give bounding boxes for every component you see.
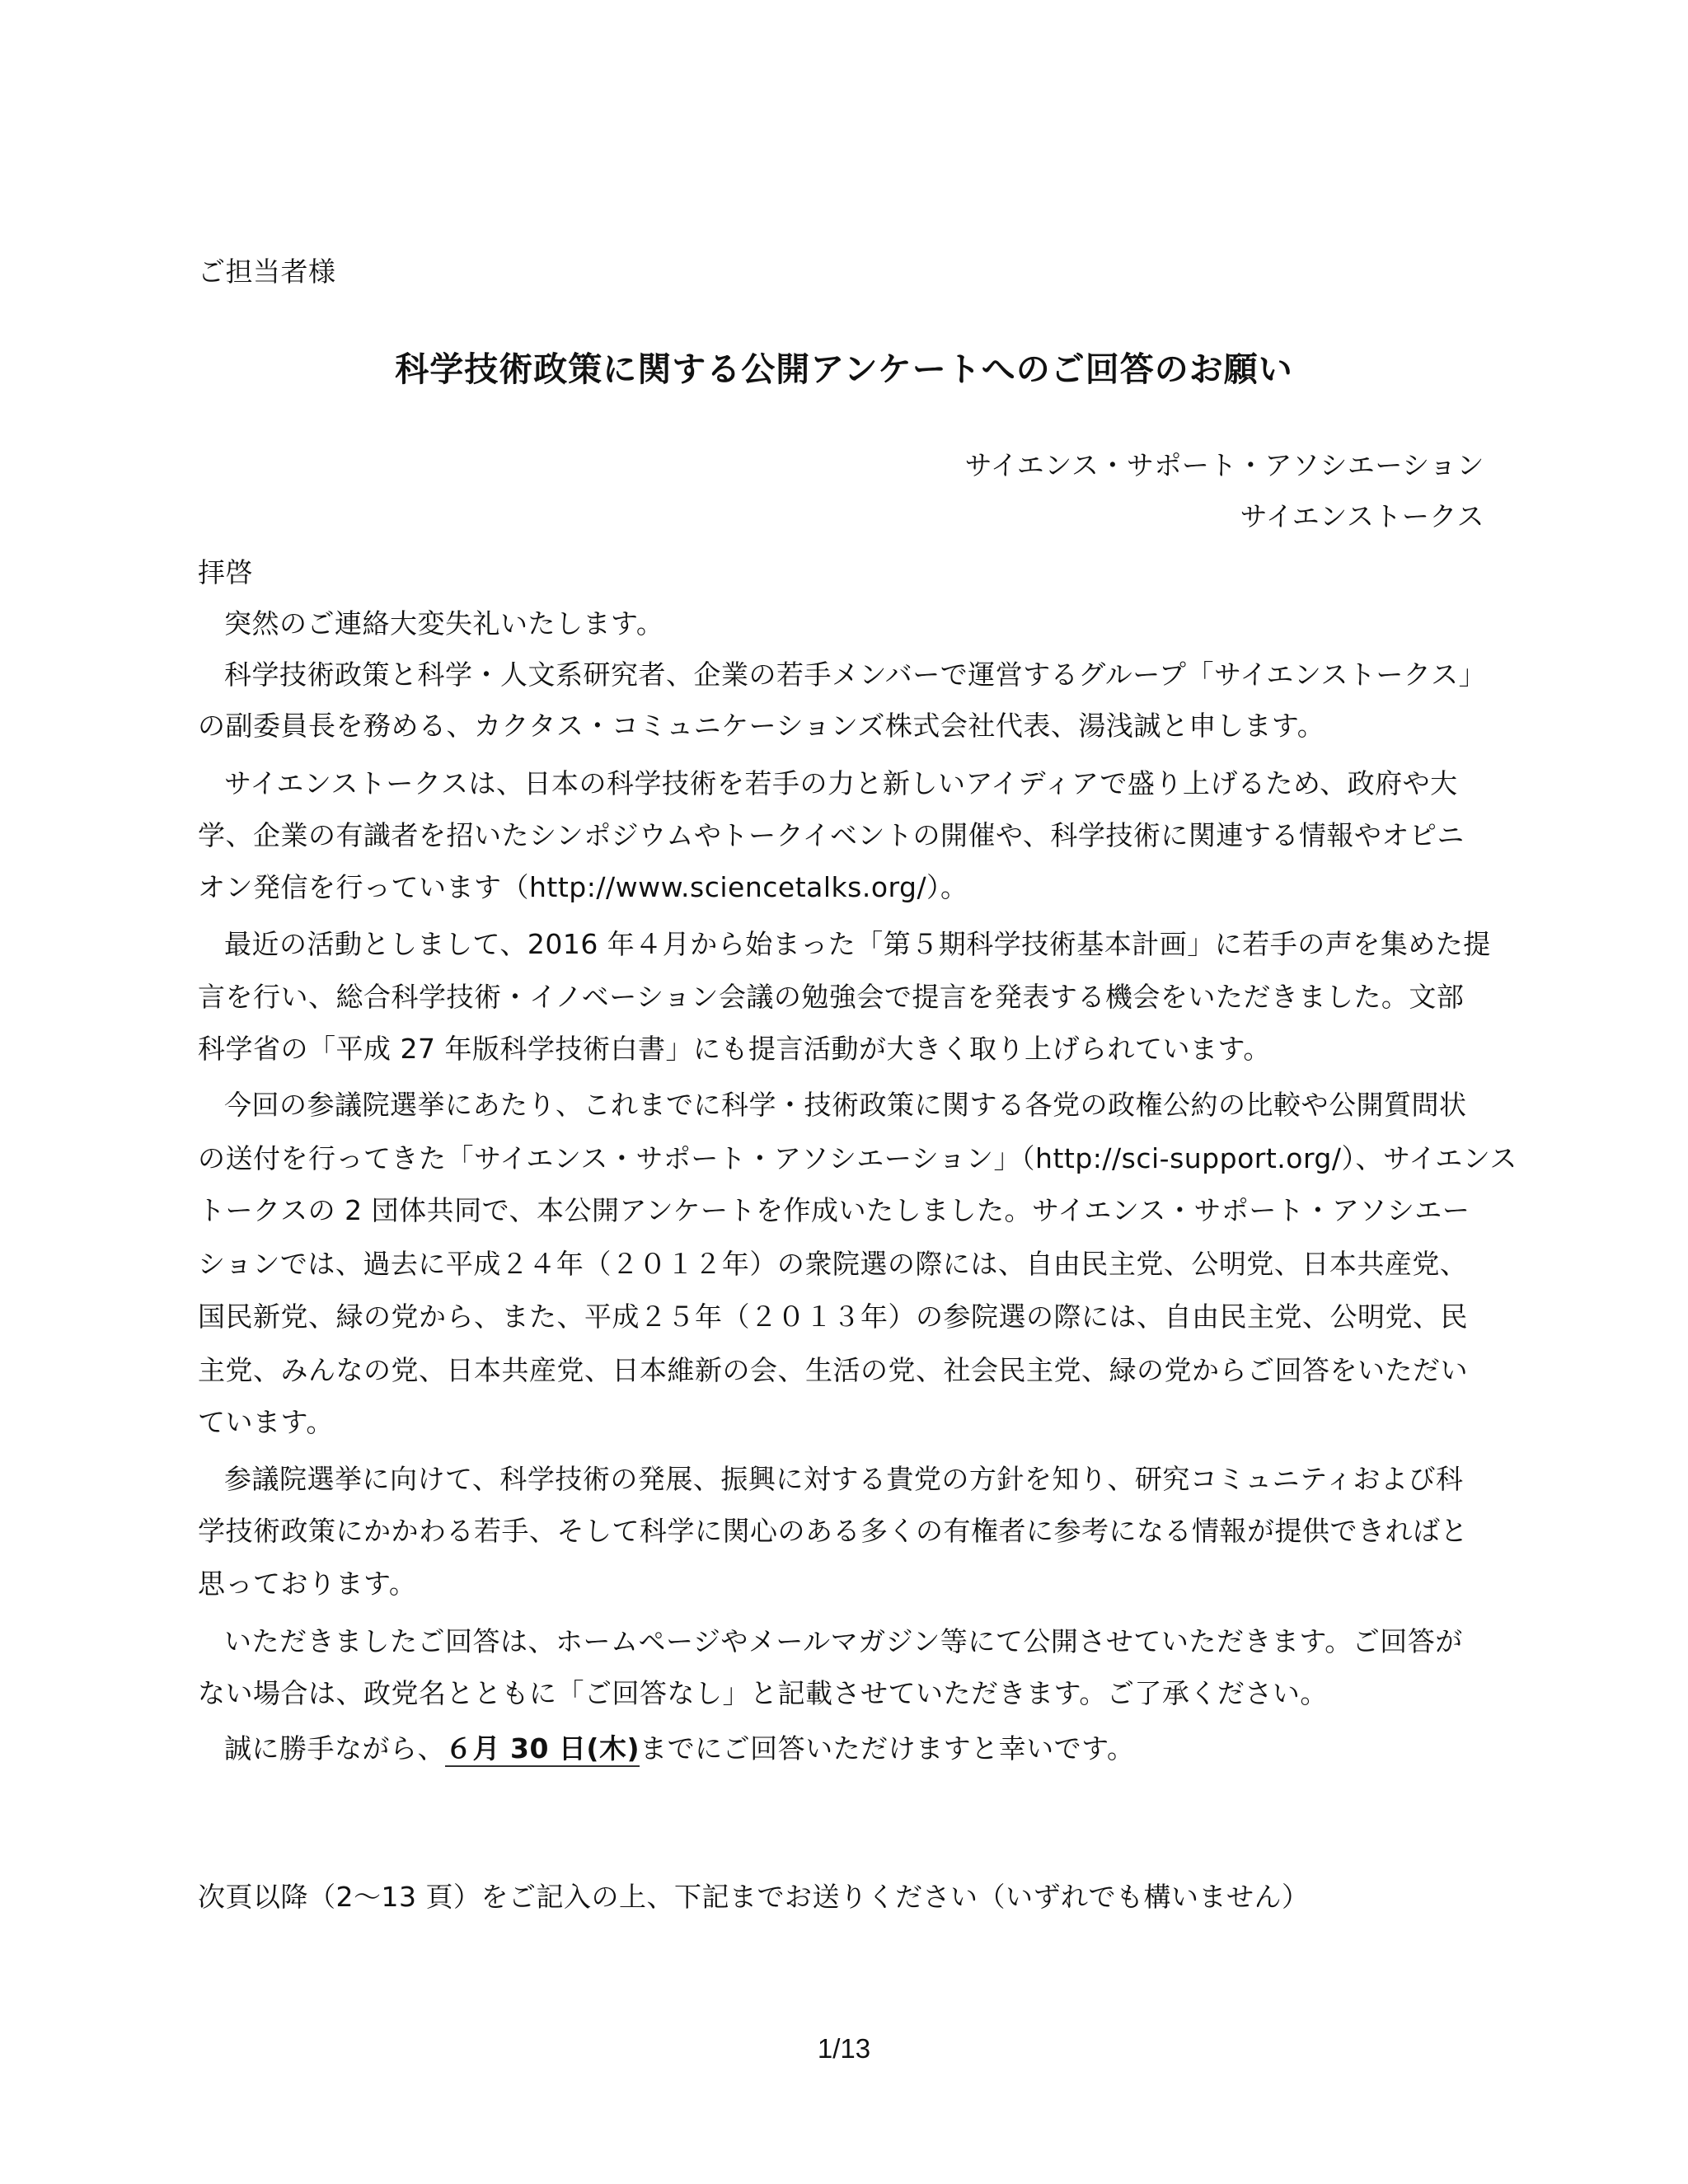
body-line: 学、企業の有識者を招いたシンポジウムやトークイベントの開催や、科学技術に関連する情報やオピニ — [198, 819, 1465, 851]
body-line: 学技術政策にかかわる若手、そして科学に関心のある多くの有権者に参考になる情報が提供できればと — [198, 1515, 1468, 1547]
body-line: 参議院選挙に向けて、科学技術の発展、振興に対する貴党の方針を知り、研究コミュニティおよび科 — [224, 1463, 1464, 1495]
greeting: 拝啓 — [198, 556, 253, 588]
body-line: 言を行い、総合科学技術・イノベーション会議の勉強会で提言を発表する機会をいただきました。文部 — [198, 981, 1465, 1013]
closing-prefix: 誠に勝手ながら、 — [224, 1732, 445, 1765]
body-line: サイエンストークスは、日本の科学技術を若手の力と新しいアイディアで盛り上げるため、政府や大 — [224, 767, 1458, 799]
body-line: の副委員長を務める、カクタス・コミュニケーションズ株式会社代表、湯浅誠と申します。 — [198, 710, 1325, 742]
body-line: ない場合は、政党名とともに「ご回答なし」と記載させていただきます。ご了承ください。 — [198, 1677, 1328, 1709]
body-line: オン発信を行っています（http://www.sciencetalks.org/）。 — [198, 871, 968, 903]
body-line: 今回の参議院選挙にあたり、これまでに科学・技術政策に関する各党の政権公約の比較や公開質問状 — [224, 1089, 1467, 1121]
body-line: ています。 — [198, 1406, 334, 1438]
sender-organization: サイエンス・サポート・アソシエーション — [964, 449, 1484, 481]
page-number: 1/13 — [817, 2033, 871, 2064]
addressee: ご担当者様 — [198, 255, 336, 288]
body-line: 国民新党、緑の党から、また、平成２５年（２０１３年）の参院選の際には、自由民主党、公明党、民 — [198, 1301, 1468, 1333]
body-line: ションでは、過去に平成２４年（２０１２年）の衆院選の際には、自由民主党、公明党、日本共産党、 — [198, 1248, 1468, 1280]
body-line: トークスの 2 団体共同で、本公開アンケートを作成いたしました。サイエンス・サポート・アソシエー — [198, 1194, 1470, 1226]
body-line: 科学技術政策と科学・人文系研究者、企業の若手メンバーで運営するグループ「サイエンストークス」 — [224, 658, 1487, 691]
response-deadline: ６月 30 日(木) — [445, 1732, 640, 1767]
body-line: 思っております。 — [198, 1568, 417, 1600]
body-line: 科学省の「平成 27 年版科学技術白書」にも提言活動が大きく取り上げられています。 — [198, 1033, 1271, 1065]
closing-suffix: までにご回答いただけますと幸いです。 — [640, 1732, 1135, 1765]
submission-instruction: 次頁以降（2～13 頁）をご記入の上、下記までお送りください（いずれでも構いません） — [198, 1881, 1310, 1913]
body-line: いただきましたご回答は、ホームページやメールマガジン等にて公開させていただきます。ご回答が — [224, 1625, 1463, 1657]
body-line: の送付を行ってきた「サイエンス・サポート・アソシエーション」（http://sci-support.org/）、サイエンス — [198, 1142, 1517, 1174]
body-line: 主党、みんなの党、日本共産党、日本維新の会、生活の党、社会民主党、緑の党からご回答をいただい — [198, 1354, 1468, 1386]
document-title: 科学技術政策に関する公開アンケートへのご回答のお願い — [395, 349, 1293, 389]
body-line: 最近の活動としまして、2016 年４月から始まった「第５期科学技術基本計画」に若手の声を集めた提 — [224, 928, 1491, 960]
closing-request — [224, 1732, 1134, 1765]
body-line: 突然のご連絡大変失礼いたします。 — [224, 607, 664, 640]
sender-group: サイエンストークス — [1240, 500, 1484, 532]
